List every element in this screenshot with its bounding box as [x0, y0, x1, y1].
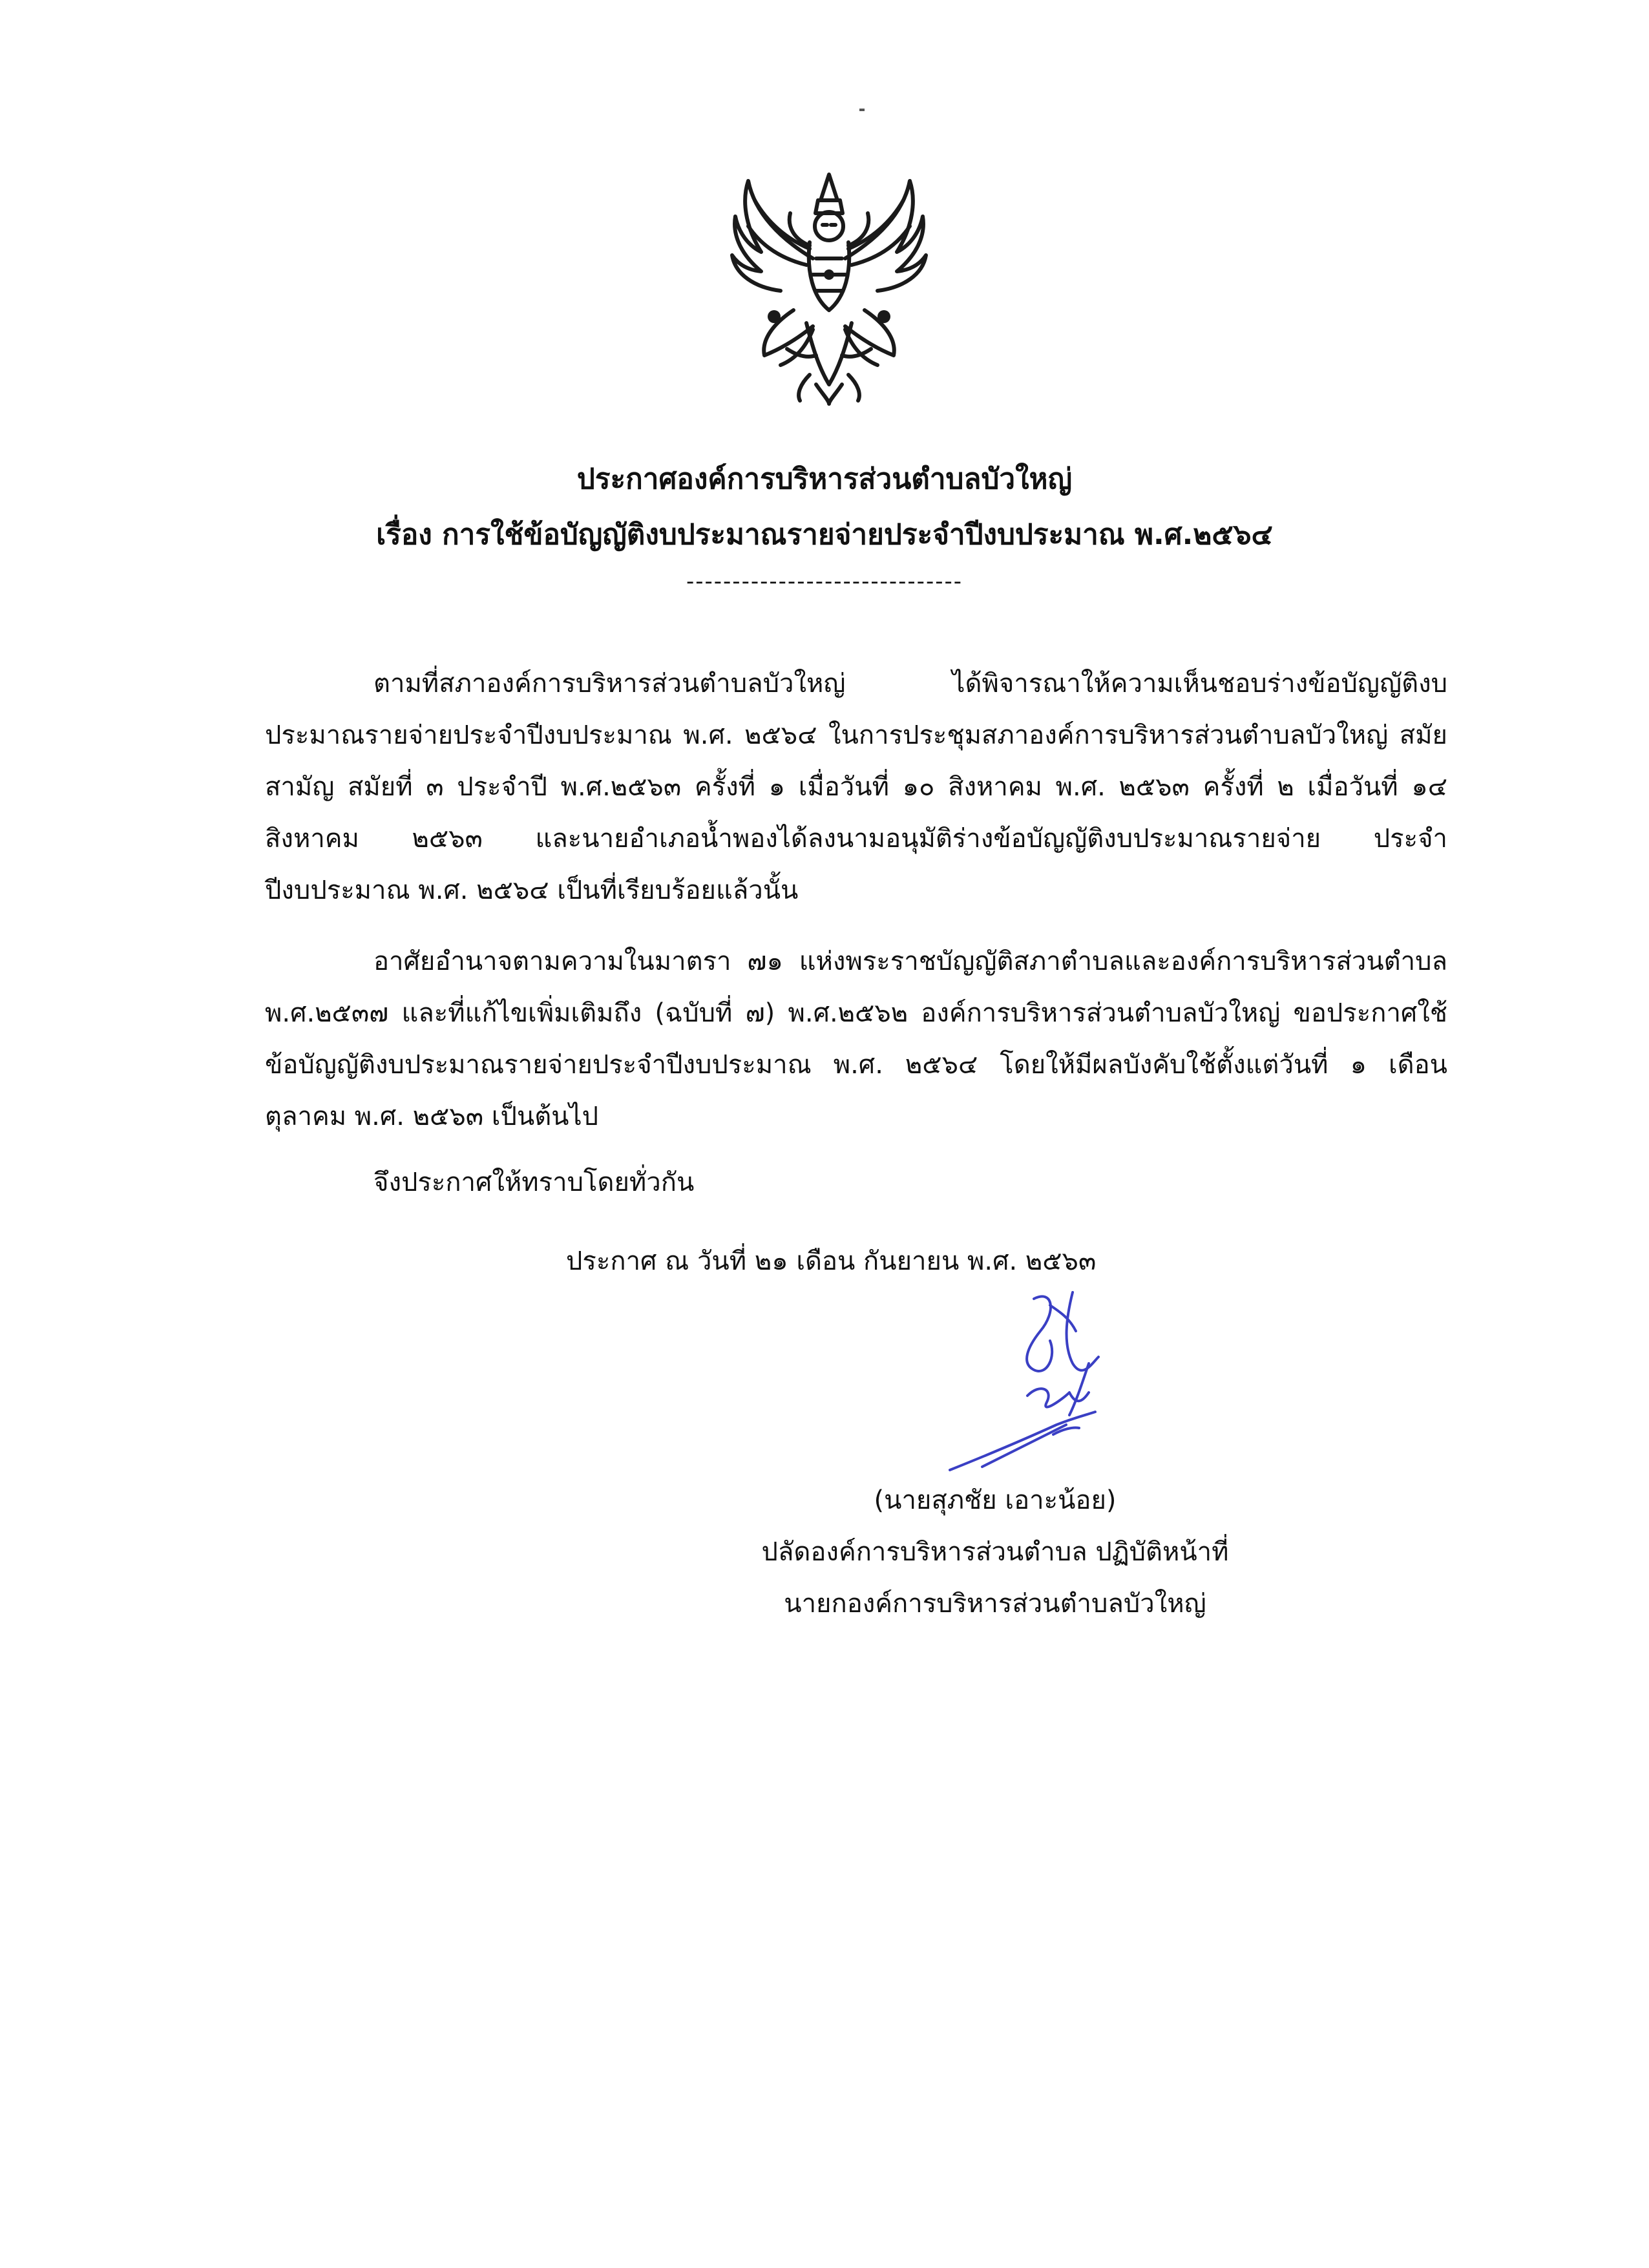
handwritten-signature	[943, 1286, 1176, 1480]
document-subject: เรื่อง การใช้ข้อบัญญัติงบประมาณรายจ่ายประจำปีงบประมาณ พ.ศ.๒๕๖๔	[376, 518, 1273, 551]
garuda-emblem-icon	[684, 162, 974, 407]
closing-statement: จึงประกาศให้ทราบโดยทั่วกัน	[373, 1168, 695, 1197]
scan-speck	[859, 109, 865, 111]
signatory-name: (นายสุภชัย เอาะน้อย)	[874, 1486, 1117, 1515]
body-paragraph-2: อาศัยอำนาจตามความในมาตรา ๗๑ แห่งพระราชบัญญัติสภาตำบลและองค์การบริหารส่วนตำบล พ.ศ.๒๕๓๗ และที่แก้ไขเพิ่มเติมถึง (ฉบับที่ ๗) พ.ศ.๒๕๖๒ องค์การบริหารส่วนตำบลบัวใหญ่ ขอประกาศใช้ข้อบัญญัติงบประมาณรายจ่ายประจำปีงบประมาณ พ.ศ. ๒๕๖๔ โดยให้มีผลบังคับใช้ตั้งแต่วันที่ ๑ เดือน ตุลาคม พ.ศ. ๒๕๖๓ เป็นต้นไป	[265, 947, 1447, 1131]
title-separator: ------------------------------	[686, 569, 963, 594]
signatory-position-1: ปลัดองค์การบริหารส่วนตำบล ปฏิบัติหน้าที่	[761, 1537, 1229, 1567]
signatory-position-2: นายกองค์การบริหารส่วนตำบลบัวใหญ่	[784, 1589, 1206, 1619]
body-paragraph-1: ตามที่สภาองค์การบริหารส่วนตำบลบัวใหญ่ ได้พิจารณาให้ความเห็นชอบร่างข้อบัญญัติงบประมาณรายจ่ายประจำปีงบประมาณ พ.ศ. ๒๕๖๔ ในการประชุมสภาองค์การบริหารส่วนตำบลบัวใหญ่ สมัยสามัญ สมัยที่ ๓ ประจำปี พ.ศ.๒๕๖๓ ครั้งที่ ๑ เมื่อวันที่ ๑๐ สิงหาคม พ.ศ. ๒๕๖๓ ครั้งที่ ๒ เมื่อวันที่ ๑๔ สิงหาคม ๒๕๖๓ และนายอำเภอน้ำพองได้ลงนามอนุมัติร่างข้อบัญญัติงบประมาณรายจ่าย ประจำปีงบประมาณ พ.ศ. ๒๕๖๔ เป็นที่เรียบร้อยแล้วนั้น	[265, 669, 1448, 905]
announcement-date: ประกาศ ณ วันที่ ๒๑ เดือน กันยายน พ.ศ. ๒๕๖๓	[566, 1246, 1097, 1276]
document-title: ประกาศองค์การบริหารส่วนตำบลบัวใหญ่	[576, 463, 1073, 496]
